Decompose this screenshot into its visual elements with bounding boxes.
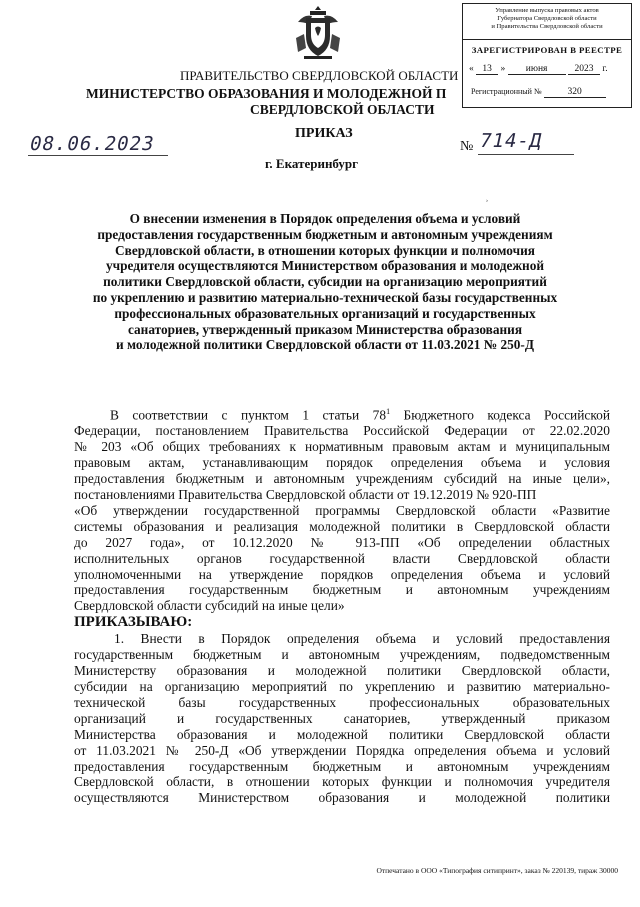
item1-first-line: 1. Внести в Порядок определения объема и условий предоставления: [114, 631, 610, 647]
document-type-title: ПРИКАЗ: [295, 126, 353, 141]
stamp-reg-number: 320: [544, 87, 606, 98]
heading-line: и молодежной политики Свердловской области от 11.03.2021 № 250-Д: [116, 337, 534, 353]
item1-line: Министерству образования и молодежной политики Свердловской области,: [74, 663, 610, 679]
registration-stamp: [462, 3, 632, 108]
stamp-header-line: Губернатора Свердловской области: [497, 15, 597, 22]
order-body: [74, 404, 610, 806]
preamble-text: В соответствии с пунктом 1 статьи 78: [110, 407, 387, 423]
stamp-month: июня: [508, 64, 566, 75]
stamp-registered-label: ЗАРЕГИСТРИРОВАН В РЕЕСТРЕ: [471, 45, 623, 55]
item1-line: организаций и государственных санаториев, утвержденный приказом: [74, 710, 610, 726]
stamp-quote-open: «: [469, 64, 474, 74]
preamble-text: Бюджетного кодекса Российской: [390, 407, 610, 423]
stamp-number-sign: №: [533, 87, 542, 96]
stamp-reg-number-label: Регистрационный: [471, 87, 532, 96]
item1-line: осуществляются Министерством образования и молодежной политики: [74, 790, 610, 806]
heading-line: по укреплению и развитию материально-технической базы государственных: [92, 289, 558, 305]
preamble-line: Свердловской области субсидий на иные цели»: [74, 598, 345, 614]
item1-line: от 11.03.2021 № 250-Д «Об утверждении Порядка определения объема и условий: [74, 742, 610, 758]
preamble-line: предоставления государственным бюджетным и автономным учреждениям: [74, 582, 610, 598]
printer-footer: Отпечатано в ООО «Типография ситипринт», заказ № 220139, тираж 30000: [376, 866, 618, 875]
stamp-year-suffix: г.: [602, 64, 608, 74]
heading-line: О внесении изменения в Порядок определения объема и условий: [129, 211, 521, 226]
item1-line: субсидии на организацию мероприятий по укреплению и развитию материально-: [74, 678, 610, 694]
stamp-header-line: Управление выпуска правовых актов: [495, 7, 599, 14]
government-name: ПРАВИТЕЛЬСТВО СВЕРДЛОВСКОЙ ОБЛАСТИ: [180, 68, 459, 83]
preamble-line: предоставления бюджетным и автономным учреждениям субсидий на иные цели»,: [74, 471, 610, 487]
stamp-day: 13: [476, 64, 498, 75]
date-underline: [28, 155, 168, 156]
stamp-quote-close: »: [500, 64, 506, 74]
coat-of-arms-emblem: [290, 2, 346, 62]
preamble-line: постановлениями Правительства Свердловской области от 19.12.2019 № 920-ПП: [74, 487, 537, 502]
stray-mark: ›: [486, 198, 488, 204]
preamble-line: правовым актам, устанавливающим порядок определения объема и условия: [74, 455, 610, 471]
heading-line: учредителя осуществляются Министерством образования и молодежной: [105, 258, 545, 274]
heading-line: санаториев, утвержденный приказом Министерства образования: [127, 321, 523, 337]
heading-line: профессиональных образовательных организаций и государственных: [114, 305, 536, 321]
preamble-line: системы образования и реализация молодежной политики в Свердловской области: [74, 518, 610, 534]
handwritten-date: 08.06.2023: [27, 133, 157, 155]
item1-line: Министерства образования и молодежной политики Свердловской области: [74, 726, 610, 742]
stamp-reg-number-row: [463, 87, 631, 98]
preamble-line: уполномоченными на утверждение порядков определения объема и условий: [74, 566, 610, 582]
item1-line: технической базы государственных профессиональных образовательных: [74, 694, 610, 710]
heading-line: политики Свердловской области, субсидии на организацию мероприятий: [103, 274, 547, 290]
number-underline: [478, 154, 574, 155]
preamble-line: Федерации, постановлением Правительства Российской Федерации от 22.02.2020: [74, 423, 610, 439]
preamble-first-line: [74, 404, 610, 423]
order-directive-word: ПРИКАЗЫВАЮ:: [74, 614, 193, 631]
preamble-line: до 2027 года», от 10.12.2020 № 913-ПП «Об определении областных: [74, 534, 610, 550]
heading-line: предоставления государственным бюджетным и автономным учреждениям: [97, 226, 553, 242]
item1-line: Свердловской области, в отношении которых функции и полномочия учредителя: [74, 774, 610, 790]
heading-line: Свердловской области, в отношении которых функции и полномочия: [115, 242, 535, 258]
handwritten-order-number: 714-Д: [477, 130, 545, 152]
ministry-name-line-2: СВЕРДЛОВСКОЙ ОБЛАСТИ: [250, 102, 435, 117]
footnote-superscript: 1: [386, 407, 391, 416]
stamp-date: [463, 64, 631, 75]
preamble-line: № 203 «Об общих требованиях к нормативным правовым актам и муниципальным: [74, 439, 610, 455]
stamp-year: 2023: [568, 64, 600, 75]
stamp-header: [463, 4, 631, 40]
ministry-name-line-1: МИНИСТЕРСТВО ОБРАЗОВАНИЯ И МОЛОДЕЖНОЙ П: [86, 86, 447, 101]
preamble-line: «Об утверждении государственной программы Свердловской области «Развитие: [74, 502, 610, 518]
order-heading: [40, 211, 610, 353]
preamble-line: исполнительных органов государственной власти Свердловской области: [74, 550, 610, 566]
item1-line: предоставления государственным бюджетным и автономным учреждениям: [74, 758, 610, 774]
order-number-sign: №: [460, 139, 474, 154]
stamp-header-line: и Правительства Свердловской области: [491, 23, 603, 30]
item1-line: государственным бюджетным и автономным учреждениям, подведомственным: [74, 647, 610, 663]
city-name: г. Екатеринбург: [265, 156, 359, 171]
